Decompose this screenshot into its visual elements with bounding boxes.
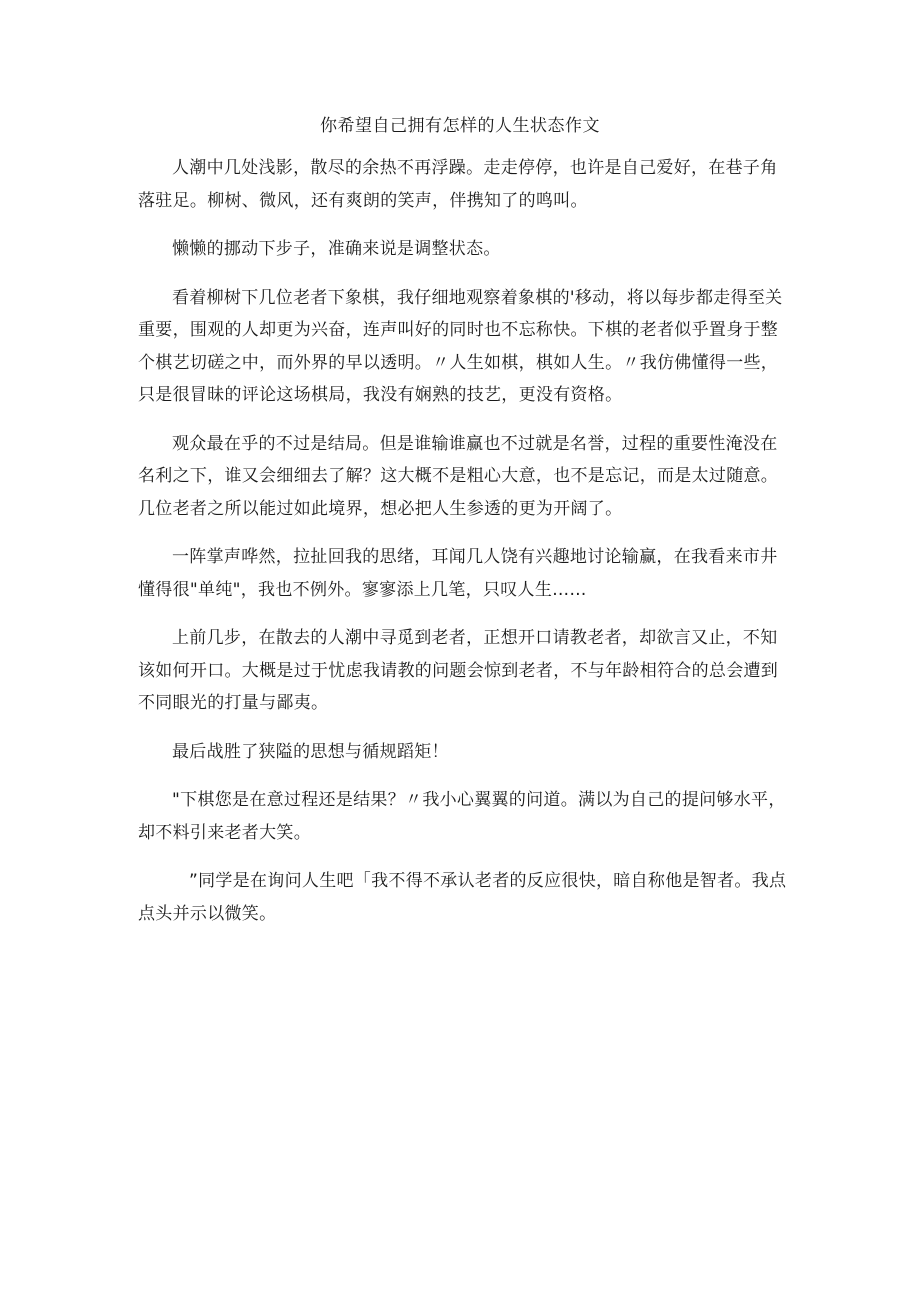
document-title: 你希望自己拥有怎样的人生状态作文	[320, 116, 600, 136]
paragraph: 看着柳树下几位老者下象棋，我仔细地观察着象棋的'移动，将以每步都走得至关重要，围观的人却更为兴奋，连声叫好的同时也不忘称快。下棋的老者似乎置身于整个棋艺切磋之中，而外界的早以透明。〃人生如棋，棋如人生。〃我仿佛懂得一些，只是很冒昧的评论这场棋局，我没有娴熟的技艺，更没有资格。	[138, 287, 783, 405]
paragraph: 上前几步，在散去的人潮中寻觅到老者，正想开口请教老者，却欲言又止，不知该如何开口。大概是过于忧虑我请教的问题会惊到老者，不与年龄相符合的总会遭到不同眼光的打量与鄙夷。	[138, 628, 779, 713]
paragraph: 人潮中几处浅影，散尽的余热不再浮躁。走走停停，也许是自己爱好，在巷子角落驻足。柳树、微风，还有爽朗的笑声，伴携知了的鸣叫。	[138, 158, 778, 211]
paragraph: 最后战胜了狭隘的思想与循规蹈矩！	[172, 741, 449, 762]
paragraph: 懒懒的挪动下步子，准确来说是调整状态。	[172, 239, 501, 259]
paragraph: "下棋您是在意过程还是结果？〃我小心翼翼的问道。满以为自己的提问够水平，却不料引来老者大笑。	[138, 790, 786, 843]
paragraph: 观众最在乎的不过是结局。但是谁输谁赢也不过就是名誉，过程的重要性淹没在名利之下，谁又会细细去了解？这大概不是粗心大意，也不是忘记，而是太过随意。几位老者之所以能过如此境界，想必把人生参透的更为开阔了。	[138, 433, 779, 519]
document-body	[138, 152, 788, 946]
paragraph: 一阵掌声哗然，拉扯回我的思绪，耳闻几人饶有兴趣地讨论输赢，在我看来市井懂得很"单纯"，我也不例外。寥寥添上几笔，只叹人生……	[138, 547, 778, 600]
paragraph: ”同学是在询问人生吧「我不得不承认老者的反应很快，暗自称他是智者。我点点头并示以微笑。	[138, 871, 787, 924]
